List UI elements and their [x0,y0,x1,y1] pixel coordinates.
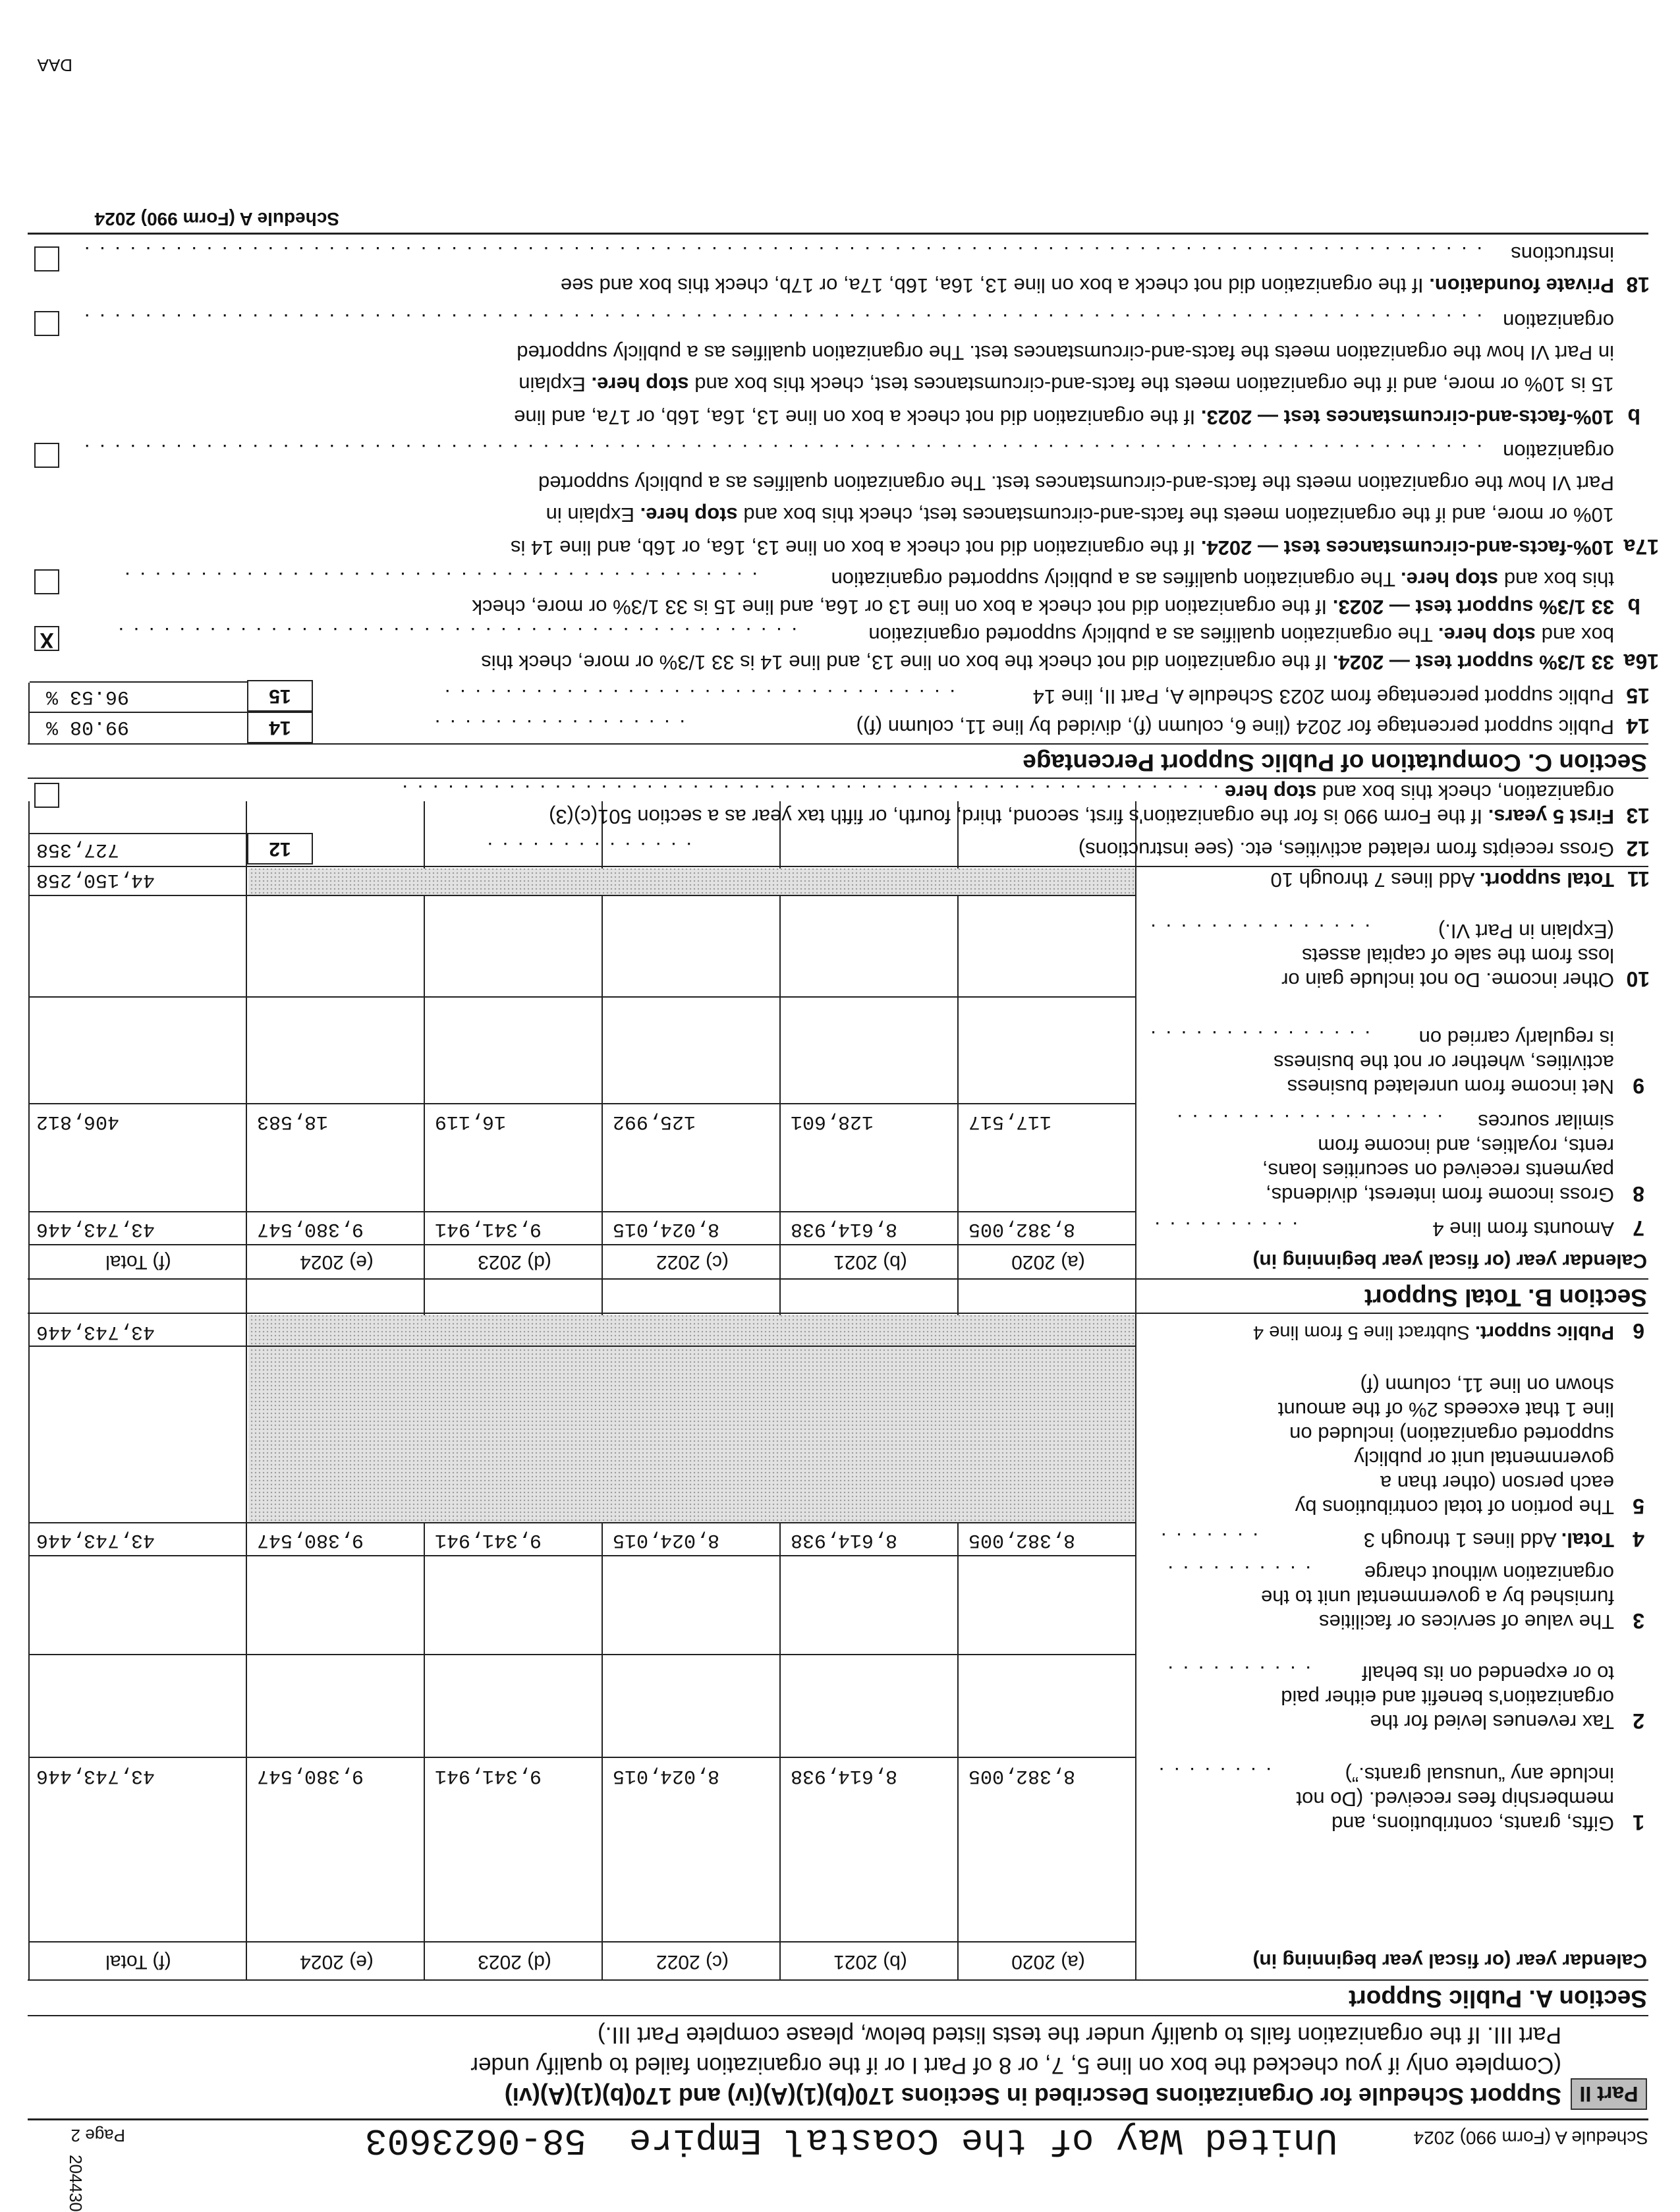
line-8-text-4: similar sources [1478,1110,1614,1133]
line-6-col-f: 43,743,446 [36,1320,155,1343]
line-10-text-1: Other income. Do not include gain or [1281,969,1614,992]
line-3-text-1: The value of services or facilities [1319,1610,1614,1633]
col-e-header: (e) 2024 [300,1951,374,1973]
line-17b-text-4: organization [1503,310,1614,333]
line-12-number: 12 [1626,837,1650,861]
line-8-col-a: 117,517 [968,1110,1052,1133]
line-15-value: 96.53 % [46,685,130,708]
line-5-text-2: each person (other than a [1380,1471,1614,1494]
line-4-col-d: 9,341,941 [435,1529,542,1551]
line-18-number: 18 [1626,273,1650,297]
line-8-number: 8 [1633,1182,1644,1206]
line-7-col-c: 8,024,015 [613,1218,720,1240]
line-13-leader: . . . . . . . . . . . . . . . . . . . . . . . . . . . . . . . . . . . . . . . . . . . . . . . . . . . . . . [400,781,1219,804]
line-2-leader: . . . . . . . . . . [1165,1662,1311,1685]
col-b-header: (b) 2021 [833,1951,907,1973]
line-17a-bold: 10%-facts-and-circumstances test — 2024. [1200,536,1614,559]
line-17b-label [514,405,1614,430]
line-2-number: 2 [1633,1709,1644,1733]
section-a-calendar-label: Calendar year (or fiscal year beginning in) [1252,1950,1647,1971]
b-col-c-header: (c) 2022 [656,1251,729,1273]
line-17a-leader: . . . . . . . . . . . . . . . . . . . . . . . . . . . . . . . . . . . . . . . . . . . . . . . . . . . . . . . . . . . . . . . . . . . . . . . . . . . . . . . . . . . . . . . . . . . . [82,440,1482,463]
line-4-col-c: 8,024,015 [613,1529,720,1551]
line-10-text-2: loss from the sale of capital assets [1302,944,1614,967]
line-16b-label [472,595,1614,619]
line-12-leader: . . . . . . . . . . . . . . [485,838,692,861]
line-16b-stop: stop here. [1401,568,1499,591]
line-8-text-2: payments received on securities loans, [1262,1159,1614,1182]
line-13-text: If the Form 990 is for the organization's first, second, third, fourth, or fifth tax year as a section 501(c)(3) [549,805,1488,828]
line-16a-text-2-rest: The organization qualifies as a publicly supported organization [868,623,1438,646]
organization-name: United Way of the Coastal Empire [629,2119,1337,2161]
line-8-col-c: 125,992 [613,1110,696,1133]
line-8-col-e: 18,583 [257,1110,329,1133]
line-10-number: 10 [1626,967,1650,991]
line-13-number: 13 [1626,804,1650,828]
line-1-col-c: 8,024,015 [613,1765,720,1787]
line-4-text: Add lines 1 through 3 [1363,1529,1561,1552]
line-14-text: Public support percentage for 2024 (line 6, column (f), divided by line 11, column (f)) [856,716,1614,739]
line-4-label [1364,1528,1614,1552]
line-4-col-a: 8,382,005 [968,1529,1076,1551]
line-11-text: Add lines 7 through 10 [1270,868,1480,892]
line-13-label [549,805,1614,829]
line-4-col-e: 9,380,547 [257,1529,364,1551]
line-2-text-2: organization's benefit and either paid [1281,1686,1614,1709]
line-7-col-d: 9,341,941 [435,1218,542,1240]
line-17a-label [511,536,1614,560]
line-9-text-2: activities, whether or not the business [1274,1051,1614,1074]
line-17b-text: If the organization did not check a box on line 13, 16a, 16b, or 17a, and line [514,406,1201,429]
b-col-e-header: (e) 2024 [300,1251,374,1273]
line-5-text-6: shown on line 11, column (f) [1360,1374,1614,1397]
line-16a-text: If the organization did not check the box on line 13, and line 14 is 33 1/3% or more, check this [481,651,1333,674]
line-16a-label-2 [868,623,1614,647]
line-17b-text-2: 15 is 10% or more, and if the organization meets the facts-and-circumstances test, check this box and [688,373,1614,396]
line-16b-checkbox[interactable] [34,569,59,594]
line-16b-number: b [1627,594,1640,618]
line-5-text-3: governmental unit or publicly [1354,1447,1614,1470]
line-5-shaded-cols [248,1347,1135,1522]
line-8-text-1: Gross income from interest, dividends, [1266,1183,1614,1206]
line-1-text-3: include any “unusual grants.”) [1345,1763,1614,1786]
line-7-col-e: 9,380,547 [257,1218,364,1240]
daa-mark: DAA [37,55,72,75]
line-1-text-2: membership fees received. (Do not [1296,1788,1614,1811]
line-14-leader: . . . . . . . . . . . . . . . . . [432,716,685,739]
line-13-bold: First 5 years. [1488,805,1614,828]
line-16b-leader: . . . . . . . . . . . . . . . . . . . . . . . . . . . . . . . . . . . . . . . . . . [123,568,758,591]
line-16a-text-2: box and [1536,623,1614,646]
line-4-bold: Total. [1561,1529,1614,1552]
line-18-text-2: instructions [1511,242,1614,266]
line-9-text-3: is regularly carried on [1418,1027,1614,1050]
line-16b-text-2: this box and [1498,568,1614,591]
line-18-text: If the organization did not check a box on line 13, 16a, 16b, 17a, or 17b, check this box and see [560,274,1430,297]
line-6-label [1253,1320,1614,1344]
line-15-leader: . . . . . . . . . . . . . . . . . . . . . . . . . . . . . . . . . . [442,685,955,708]
line-10-text-3: (Explain in Part VI.) [1438,920,1614,943]
line-12-text: Gross receipts from related activities, etc. (see instructions) [1078,838,1614,861]
line-1-text-1: Gifts, grants, contributions, and [1331,1812,1614,1835]
line-7-col-b: 8,614,938 [791,1218,898,1240]
line-11-label [1271,868,1615,892]
line-1-col-d: 9,341,941 [435,1765,542,1787]
line-17a-number: 17a [1623,535,1659,559]
line-12-value: 727,358 [36,838,120,861]
line-13-checkbox[interactable] [34,783,59,808]
line-7-leader: . . . . . . . . . . [1152,1218,1298,1241]
line-17b-text-2-rest: Explain [518,373,592,396]
page-number: Page 2 [70,2126,125,2145]
line-17a-stop: stop here. [640,503,738,526]
part-title: Support Schedule for Organizations Described in Sections 170(b)(1)(A)(iv) and 170(b)(1)(A)(vi) [504,2083,1561,2110]
line-16b-label-2 [831,567,1615,592]
line-11-col-f: 44,150,258 [36,868,155,891]
line-16a-checkbox[interactable]: X [34,626,59,651]
line-17a-text-4: organization [1503,440,1614,463]
line-2-text-3: to or expended on its behalf [1362,1662,1614,1685]
line-3-text-2: furnished by a governmental unit to the [1261,1586,1614,1609]
line-16a-leader: . . . . . . . . . . . . . . . . . . . . . . . . . . . . . . . . . . . . . . . . . . . . . [116,623,797,646]
line-18-leader: . . . . . . . . . . . . . . . . . . . . . . . . . . . . . . . . . . . . . . . . . . . . . . . . . . . . . . . . . . . . . . . . . . . . . . . . . . . . . . . . . . . . . . . . . . . . [82,242,1482,266]
line-9-text-1: Net income from unrelated business [1287,1075,1614,1098]
line-17a-label-2 [546,503,1614,527]
line-6-bold: Public support. [1474,1322,1614,1343]
line-17a-text-3: Part VI how the organization meets the facts-and-circumstances test. The organization qualifies as a publicly supported [538,472,1614,495]
line-8-col-b: 128,601 [791,1110,874,1133]
line-17b-number: b [1627,405,1640,428]
line-6-number: 6 [1633,1319,1644,1343]
line-17a-text: If the organization did not check a box on line 13, 16a, or 16b, and line 14 is [511,536,1201,559]
line-16b-bold: 33 1/3% support test — 2023. [1332,596,1614,619]
line-13-label-2 [1225,780,1614,805]
col-a-header: (a) 2020 [1011,1951,1085,1973]
line-15-number: 15 [1626,684,1650,708]
line-10-leader: . . . . . . . . . . . . . . . [1148,920,1370,943]
line-16b-text-2-rest: The organization qualifies as a publicly supported organization [831,568,1401,591]
line-18-checkbox[interactable] [34,246,59,271]
line-1-leader: . . . . . . . . [1156,1763,1272,1786]
line-17b-bold: 10%-facts-and-circumstances test — 2023. [1200,406,1614,429]
line-1-col-a: 8,382,005 [968,1765,1076,1787]
line-1-col-b: 8,614,938 [791,1765,898,1787]
line-16a-label [481,650,1614,675]
line-6-text: Subtract line 5 from line 4 [1253,1322,1475,1343]
line-16a-stop: stop here. [1438,623,1536,646]
line-3-text-3: organization without charge [1364,1562,1614,1585]
line-8-col-d: 16,119 [435,1110,507,1133]
section-b-calendar-label: Calendar year (or fiscal year beginning in) [1252,1250,1647,1272]
line-1-col-e: 9,380,547 [257,1765,364,1787]
line-14-box-label: 14 [247,712,313,743]
line-8-leader: . . . . . . . . . . . . . . . . . . [1175,1110,1443,1133]
line-5-text-5: line 1 that exceeds 2% of the amount [1277,1398,1614,1421]
line-7-col-f: 43,743,446 [36,1218,155,1240]
line-17a-text-2: 10% or more, and if the organization meets the facts-and-circumstances test, check this box and [737,503,1614,526]
line-18-label [561,273,1614,298]
line-15-text: Public support percentage from 2023 Schedule A, Part II, line 14 [1032,685,1614,708]
b-col-f-header: (f) Total [105,1251,171,1273]
line-13-text-2: organization, check this box and [1316,781,1614,804]
line-17b-leader: . . . . . . . . . . . . . . . . . . . . . . . . . . . . . . . . . . . . . . . . . . . . . . . . . . . . . . . . . . . . . . . . . . . . . . . . . . . . . . . . . . . . . . . . . . . . [82,310,1482,333]
line-7-col-a: 8,382,005 [968,1218,1076,1240]
section-c-title: Section C. Computation of Public Support Percentage [1022,749,1647,776]
line-16b-text: If the organization did not check a box on line 13 or 16a, and line 15 is 33 1/3% or more, check [472,596,1333,619]
line-3-leader: . . . . . . . . . . [1165,1562,1311,1585]
line-5-number: 5 [1633,1494,1644,1518]
line-18-bold: Private foundation. [1429,274,1614,297]
line-16a-bold: 33 1/3% support test — 2024. [1332,651,1614,674]
line-14-value: 99.08 % [46,716,130,738]
line-17a-checkbox[interactable] [34,443,59,468]
line-3-number: 3 [1633,1609,1644,1633]
col-d-header: (d) 2023 [478,1951,551,1973]
part-label: Part II [1571,2078,1647,2110]
line-7-number: 7 [1633,1216,1644,1240]
line-11-number: 11 [1627,867,1650,891]
line-7-text: Amounts from line 4 [1432,1218,1614,1241]
part-note-2: Part III. If the organization fails to qualify under the tests listed below, please complete Part III.) [598,2022,1561,2048]
line-4-col-f: 43,743,446 [36,1529,155,1551]
footer-schedule-label: Schedule A (Form 990) 2024 [94,209,339,229]
line-5-text-1: The portion of total contributions by [1295,1496,1614,1519]
part-note-1: (Complete only if you checked the box on line 5, 7, or 8 of Part I or if the organization failed to qualify under [470,2053,1561,2078]
line-17b-label-2 [518,372,1614,397]
b-col-d-header: (d) 2023 [478,1251,551,1273]
col-f-header: (f) Total [105,1951,171,1973]
line-11-shaded-cols [248,868,1135,895]
section-b-title: Section B. Total Support [1364,1284,1647,1311]
line-17b-checkbox[interactable] [34,311,59,336]
line-17b-stop: stop here. [591,373,689,396]
line-13-stop: stop here [1224,781,1317,804]
line-1-col-f: 43,743,446 [36,1765,155,1787]
line-15-box-label: 15 [247,680,313,712]
line-4-leader: . . . . . . . [1159,1529,1258,1552]
line-8-text-3: rents, royalties, and income from [1318,1135,1614,1158]
section-a-title: Section A. Public Support [1349,1985,1647,2012]
line-9-leader: . . . . . . . . . . . . . . . [1148,1027,1370,1050]
b-col-b-header: (b) 2021 [833,1251,907,1273]
line-5-text-4: supported organization) included on [1289,1423,1614,1446]
b-col-a-header: (a) 2020 [1011,1251,1085,1273]
line-12-box-label: 12 [247,833,313,865]
form-ref-number: 204430 [66,2155,86,2212]
schedule-label: Schedule A (Form 990) 2024 [1413,2128,1648,2148]
col-c-header: (c) 2022 [656,1951,729,1973]
line-2-text-1: Tax revenues levied for the [1370,1711,1614,1734]
line-14-number: 14 [1626,714,1650,738]
ein: 58-0623603 [364,2119,586,2161]
line-1-number: 1 [1633,1811,1644,1834]
line-9-number: 9 [1633,1074,1644,1098]
line-16a-number: 16a [1623,650,1659,673]
line-4-col-b: 8,614,938 [791,1529,898,1551]
line-11-bold: Total support. [1479,868,1614,892]
line-17a-text-2-rest: Explain in [546,503,640,526]
line-4-number: 4 [1633,1527,1644,1551]
line-8-col-f: 406,812 [36,1110,120,1133]
line-17b-text-3: in Part VI how the organization meets the facts-and-circumstances test. The organization qualifies as a publicly supported [517,341,1614,364]
line-6-shaded-cols [248,1315,1135,1346]
